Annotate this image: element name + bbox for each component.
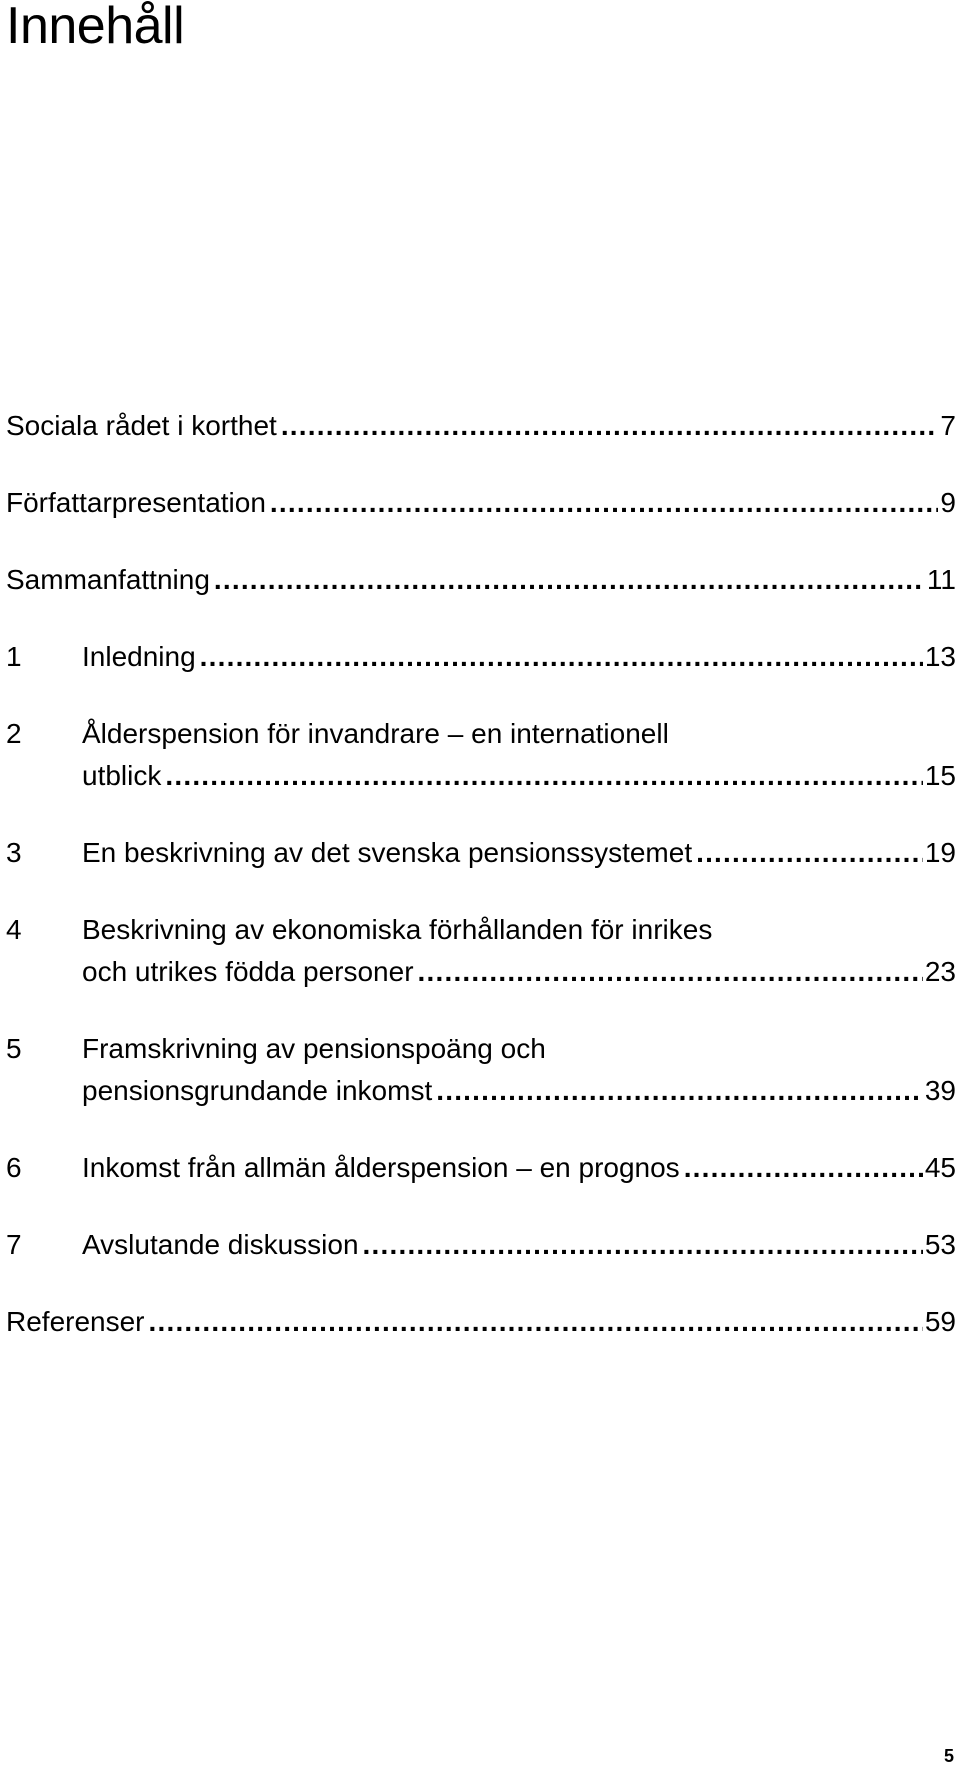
toc-page-number: 53 bbox=[924, 1229, 956, 1260]
toc-page-number: 7 bbox=[940, 410, 956, 441]
toc-entry-chapter-7[interactable] bbox=[6, 1224, 956, 1266]
toc-entry-title-continued: och utrikes födda personer bbox=[82, 956, 414, 987]
toc-entry-title: Beskrivning av ekonomiska förhållanden för inrikes bbox=[82, 914, 713, 945]
toc-page-number: 39 bbox=[924, 1075, 956, 1106]
toc-entry-referenser[interactable] bbox=[6, 1301, 956, 1343]
toc-page-number: 23 bbox=[924, 956, 956, 987]
toc-entry-title: Sammanfattning bbox=[6, 564, 210, 595]
toc-entry-title: Referenser bbox=[6, 1306, 145, 1337]
dot-leader bbox=[436, 1070, 923, 1112]
dot-leader bbox=[214, 559, 925, 601]
toc-page-number: 9 bbox=[940, 487, 956, 518]
toc-entry-chapter-6[interactable] bbox=[6, 1147, 956, 1189]
toc-page-number: 15 bbox=[924, 760, 956, 791]
toc-entry-sociala-radet[interactable] bbox=[6, 405, 956, 447]
dot-leader bbox=[281, 405, 939, 447]
toc-entry-chapter-5[interactable] bbox=[6, 1028, 956, 1112]
dot-leader bbox=[418, 951, 923, 993]
toc-entry-forfattarpresentation[interactable] bbox=[6, 482, 956, 524]
chapter-number: 1 bbox=[6, 641, 22, 672]
toc-entry-chapter-3[interactable] bbox=[6, 832, 956, 874]
dot-leader bbox=[696, 832, 923, 874]
toc-page-number: 13 bbox=[924, 641, 956, 672]
toc-entry-chapter-4[interactable] bbox=[6, 909, 956, 993]
dot-leader bbox=[363, 1224, 923, 1266]
chapter-number: 6 bbox=[6, 1152, 22, 1183]
toc-entry-chapter-2[interactable] bbox=[6, 713, 956, 797]
page-number: 5 bbox=[943, 1746, 954, 1766]
dot-leader bbox=[200, 636, 923, 678]
toc-entry-title-continued: utblick bbox=[82, 760, 162, 791]
chapter-number: 4 bbox=[6, 914, 22, 945]
toc-page-number: 45 bbox=[924, 1152, 956, 1183]
toc-entry-chapter-1[interactable] bbox=[6, 636, 956, 678]
toc-entry-title: Författarpresentation bbox=[6, 487, 266, 518]
chapter-number: 2 bbox=[6, 718, 22, 749]
toc-entry-title: Sociala rådet i korthet bbox=[6, 410, 277, 441]
dot-leader bbox=[165, 755, 922, 797]
dot-leader bbox=[270, 482, 939, 524]
toc-entry-title: Framskrivning av pensionspoäng och bbox=[82, 1033, 546, 1064]
toc-entry-title: En beskrivning av det svenska pensionssystemet bbox=[82, 837, 693, 868]
toc-entry-title: Avslutande diskussion bbox=[82, 1229, 359, 1260]
toc-entry-title: Ålderspension för invandrare – en internationell bbox=[82, 718, 669, 749]
dot-leader bbox=[684, 1147, 923, 1189]
chapter-number: 5 bbox=[6, 1033, 22, 1064]
toc-entry-title: Inkomst från allmän ålderspension – en prognos bbox=[82, 1152, 680, 1183]
toc-page-number: 11 bbox=[926, 564, 956, 595]
page-title: Innehåll bbox=[6, 0, 185, 55]
toc-entry-sammanfattning[interactable] bbox=[6, 559, 956, 601]
dot-leader bbox=[149, 1301, 923, 1343]
toc-page-number: 19 bbox=[924, 837, 956, 868]
toc-entry-title-continued: pensionsgrundande inkomst bbox=[82, 1075, 433, 1106]
toc-page-number: 59 bbox=[924, 1306, 956, 1337]
toc-entry-title: Inledning bbox=[82, 641, 196, 672]
chapter-number: 7 bbox=[6, 1229, 22, 1260]
chapter-number: 3 bbox=[6, 837, 22, 868]
